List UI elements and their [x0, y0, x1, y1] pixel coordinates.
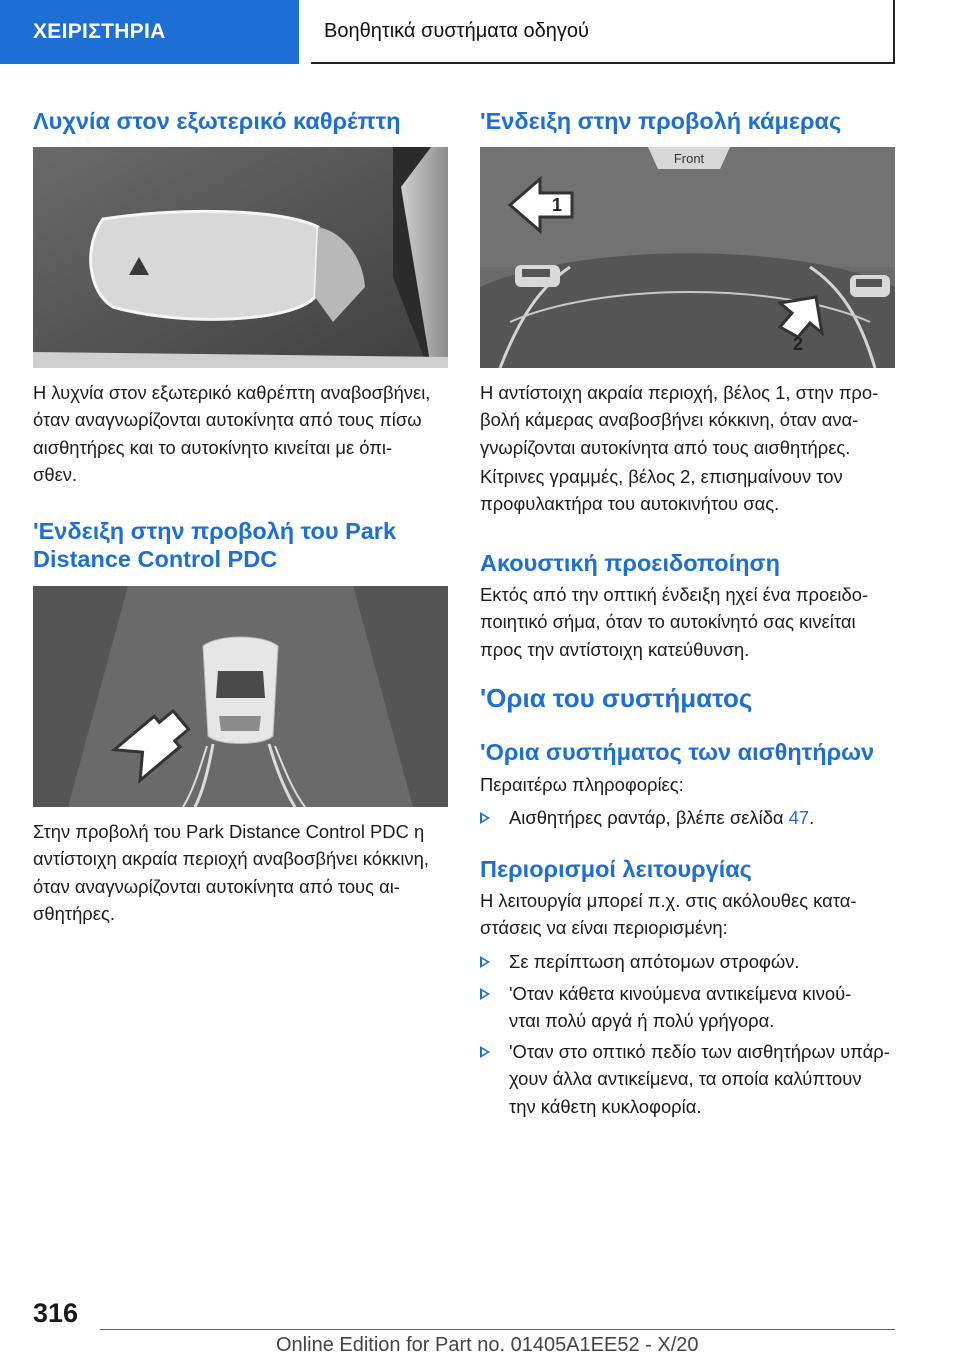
heading-camera-display: 'Ενδειξη στην προβολή κάμερας — [480, 108, 842, 134]
heading-restrictions: Περιορισμοί λειτουργίας — [480, 856, 752, 882]
footer-divider — [100, 1329, 895, 1330]
heading-pdc-display: 'Ενδειξη στην προβολή του Park Distance Control PDC — [33, 518, 397, 572]
camera-paragraph-2: Κίτρινες γραμμές, βέλος 2, επισημαίνουν τον προφυλακτήρα του αυτοκινήτου σας. — [480, 466, 843, 515]
section-tab: ΧΕΙΡΙΣΤΗΡΙΑ — [0, 0, 299, 64]
heading-system-limits: 'Ορια του συστήματος — [480, 683, 753, 713]
page-link[interactable]: 47 — [788, 807, 810, 828]
heading-acoustic-warning: Ακουστική προειδοποίηση — [480, 550, 780, 576]
triangle-bullet-icon — [480, 1046, 490, 1058]
triangle-bullet-icon — [480, 956, 490, 968]
camera-paragraph-1: Η αντίστοιχη ακραία περιοχή, βέλος 1, στην προ- βολή κάμερας αναβοσβήνει κόκκινη, όταν ανα- γνωρίζονται αυτοκίνητα από τους αισθητήρες. — [480, 382, 879, 458]
triangle-bullet-icon — [480, 988, 490, 1000]
further-info: Περαιτέρω πληροφορίες: — [480, 774, 684, 795]
acoustic-paragraph: Εκτός από την οπτική ένδειξη ηχεί ένα προειδο- ποιητικό σήμα, όταν το αυτοκίνητό σας κινείται προς την αντίστοιχη κατεύθυνση. — [480, 584, 869, 660]
pdc-paragraph: Στην προβολή του Park Distance Control PDC η αντίστοιχη ακραία περιοχή αναβοσβήνει κόκκινη, όταν αναγνωρίζονται αυτοκίνητα από τους αι- σθητήρες. — [33, 821, 429, 925]
pdc-illustration — [33, 586, 448, 807]
svg-text:1: 1 — [552, 195, 563, 215]
front-label: Front — [673, 151, 705, 166]
chapter-title: Βοηθητικά συστήματα οδηγού — [311, 0, 895, 64]
restrictions-paragraph: Η λειτουργία μπορεί π.χ. στις ακόλουθες κατα- στάσεις να είναι περιορισμένη: — [480, 890, 857, 939]
edition-footer: Online Edition for Part no. 01405A1EE52 - X/20 — [276, 1334, 699, 1356]
mirror-illustration — [33, 147, 448, 368]
triangle-bullet-icon — [480, 812, 490, 824]
camera-illustration — [480, 147, 895, 368]
page-number: 316 — [33, 1298, 79, 1328]
mirror-paragraph: Η λυχνία στον εξωτερικό καθρέπτη αναβοσβήνει, όταν αναγνωρίζονται αυτοκίνητα από τους πίσω αισθητήρες και το αυτοκίνητο κινείται με όπι- σθεν. — [33, 382, 431, 486]
svg-text:2: 2 — [793, 334, 804, 354]
heading-sensor-limits: 'Ορια συστήματος των αισθητήρων — [480, 739, 875, 765]
heading-mirror-light: Λυχνία στον εξωτερικό καθρέπτη — [33, 108, 401, 134]
